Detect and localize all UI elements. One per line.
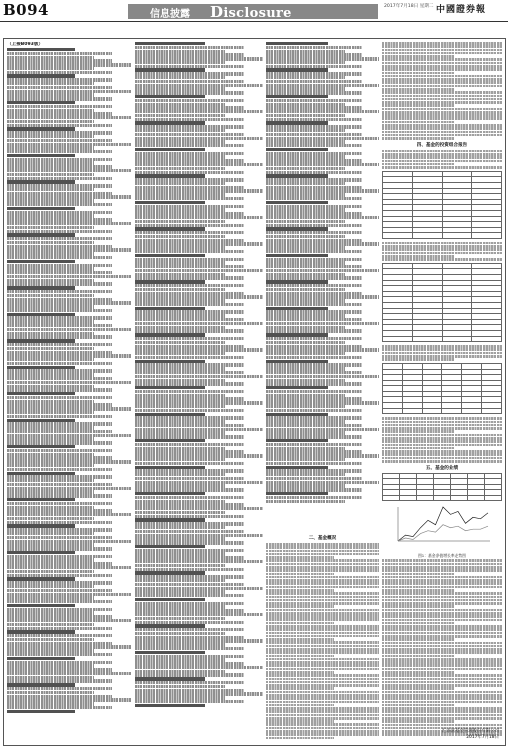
table-cell: [442, 233, 472, 239]
signature-date: 2017年7月18日: [466, 735, 499, 740]
text-line: [382, 150, 502, 153]
text-line: [382, 358, 454, 361]
text-line: [382, 52, 502, 55]
text-line: [266, 671, 334, 674]
text-line: [382, 117, 502, 120]
text-line: [382, 668, 502, 671]
text-line: [382, 72, 454, 75]
text-line: [382, 628, 502, 631]
text-line: [266, 707, 379, 710]
text-line: [266, 714, 379, 717]
text-line: [382, 460, 502, 463]
text-line: [382, 605, 454, 608]
table-cell: [412, 233, 442, 239]
text-line: [382, 714, 502, 717]
text-line: [382, 635, 502, 638]
text-line: [382, 355, 502, 358]
nav-chart-svg: [392, 505, 492, 545]
page-number: B094: [3, 1, 49, 19]
text-line: [266, 687, 334, 690]
text-line: [382, 655, 454, 658]
text-line: [382, 440, 502, 443]
text-line: [266, 605, 334, 608]
text-line: [266, 641, 379, 644]
text-line: [266, 697, 379, 700]
table-cell: [472, 233, 502, 239]
text-line: [382, 417, 502, 420]
text-line: [266, 684, 379, 687]
page-body: [3, 38, 506, 746]
section-title-cn: 信息披露: [150, 9, 190, 20]
text-line: [382, 684, 502, 687]
section-title-en-initial: D: [210, 3, 224, 21]
table-row: [383, 408, 502, 414]
text-line: [382, 248, 502, 251]
signature-company: 汇添富基金管理股份有限公司: [441, 729, 499, 734]
text-line: [382, 710, 502, 713]
text-line: [266, 602, 379, 605]
asset-allocation-table: [382, 171, 502, 239]
text-line: [382, 632, 502, 635]
text-line: [266, 579, 379, 582]
text-line: [266, 720, 334, 723]
text-line: [266, 638, 334, 641]
text-line: [382, 645, 502, 648]
text-line: [382, 569, 502, 572]
text-line: [266, 546, 379, 549]
text-line: [266, 592, 379, 595]
agency-list: [135, 42, 263, 707]
text-line: [382, 437, 502, 440]
text-line: [266, 556, 334, 559]
text-line: [266, 694, 379, 697]
table-row: [383, 495, 502, 501]
text-line: [382, 98, 502, 101]
text-line: [382, 131, 502, 134]
text-line: [382, 137, 454, 140]
text-line: [382, 576, 502, 579]
continued-from-label: （上接B093版）: [7, 42, 44, 47]
text-line: [266, 655, 334, 658]
section-title-en-rest: isclosure: [223, 6, 292, 21]
table-cell: [417, 495, 434, 501]
text-line: [382, 42, 502, 45]
body-text: [266, 543, 379, 739]
text-line: [266, 678, 379, 681]
text-line: [382, 160, 502, 163]
chart-caption: 图1：基金净值增长率走势图: [418, 553, 466, 559]
text-line: [382, 58, 502, 61]
text-line: [382, 609, 502, 612]
text-line: [382, 701, 502, 704]
section-subtitle: 二、基金概况: [308, 536, 337, 541]
body-text: [382, 242, 502, 261]
table-cell: [485, 495, 502, 501]
page-header: [0, 0, 508, 22]
text-line: [7, 710, 75, 713]
header-rule: [0, 21, 508, 22]
text-line: [266, 566, 379, 569]
table-cell: [422, 408, 442, 414]
text-line: [382, 49, 502, 52]
text-line: [382, 724, 502, 727]
text-line: [266, 576, 379, 579]
text-line: [382, 75, 502, 78]
text-line: [382, 444, 502, 447]
text-line: [266, 730, 379, 733]
text-line: [382, 648, 502, 651]
text-line: [382, 619, 502, 622]
text-line: [382, 45, 502, 48]
text-line: [382, 592, 502, 595]
text-line: [382, 586, 502, 589]
issue-date: 2017年7月18日 星期二: [384, 4, 434, 9]
table-cell: [402, 408, 422, 414]
text-line: [266, 609, 379, 612]
text-line: [266, 628, 379, 631]
table-row: [383, 233, 502, 239]
text-line: [266, 645, 379, 648]
text-line: [382, 252, 502, 255]
text-line: [266, 710, 379, 713]
body-text: [382, 150, 502, 169]
text-line: [266, 625, 379, 628]
text-line: [382, 687, 454, 690]
text-line: [382, 566, 502, 569]
text-line: [382, 589, 454, 592]
text-line: [382, 596, 502, 599]
text-line: [266, 622, 334, 625]
text-line: [266, 691, 379, 694]
text-line: [266, 599, 379, 602]
text-line: [382, 258, 502, 261]
table-cell: [472, 336, 502, 342]
table-cell: [383, 408, 403, 414]
text-line: [266, 704, 334, 707]
table-row: [383, 336, 502, 342]
text-line: [382, 104, 454, 107]
column-2: [135, 42, 263, 742]
text-line: [266, 618, 379, 621]
text-line: [266, 500, 345, 503]
text-line: [382, 559, 502, 562]
nav-chart: [392, 505, 492, 551]
text-line: [266, 651, 379, 654]
text-line: [382, 134, 502, 137]
text-line: [266, 543, 379, 546]
text-line: [266, 668, 379, 671]
text-line: [266, 612, 379, 615]
text-line: [266, 586, 379, 589]
text-line: [382, 707, 502, 710]
text-line: [382, 424, 502, 427]
table-cell: [442, 336, 472, 342]
text-line: [382, 615, 502, 618]
text-line: [266, 664, 379, 667]
text-line: [382, 421, 502, 424]
text-line: [382, 345, 502, 348]
text-line: [266, 615, 379, 618]
text-line: [382, 599, 502, 602]
text-line: [266, 559, 379, 562]
agency-list: [266, 42, 379, 503]
body-text: [382, 559, 502, 736]
chart-series-line: [398, 507, 488, 541]
table-cell: [383, 495, 400, 501]
text-line: [382, 457, 502, 460]
stock-holdings-table: [382, 363, 502, 414]
column-3-text: [266, 533, 379, 742]
table-cell: [383, 336, 413, 342]
text-line: [382, 691, 502, 694]
text-line: [382, 427, 502, 430]
text-line: [382, 62, 502, 65]
text-line: [266, 661, 379, 664]
text-line: [382, 91, 502, 94]
text-line: [266, 717, 379, 720]
text-line: [382, 111, 502, 114]
signature: [442, 729, 499, 741]
text-line: [382, 153, 502, 156]
agency-list: [7, 48, 131, 713]
table-cell: [383, 233, 413, 239]
text-line: [382, 348, 502, 351]
text-line: [382, 78, 502, 81]
text-line: [266, 632, 379, 635]
text-line: [266, 674, 379, 677]
table-cell: [434, 495, 451, 501]
text-line: [266, 733, 379, 736]
newspaper-masthead: 中國證券報: [436, 5, 487, 15]
chart-axis: [398, 507, 490, 541]
text-line: [382, 681, 502, 684]
text-line: [382, 661, 502, 664]
text-line: [382, 430, 454, 433]
section-subtitle: 五、基金的业绩: [425, 465, 459, 471]
text-line: [382, 573, 454, 576]
text-line: [382, 65, 502, 68]
text-line: [382, 664, 502, 667]
table-cell: [400, 495, 417, 501]
text-line: [382, 563, 502, 566]
text-line: [382, 453, 502, 456]
text-line: [266, 635, 379, 638]
chart-series-line: [398, 525, 488, 541]
text-line: [382, 612, 502, 615]
text-line: [382, 704, 454, 707]
text-line: [266, 582, 379, 585]
text-line: [266, 681, 379, 684]
table-cell: [451, 495, 468, 501]
text-line: [382, 108, 502, 111]
text-line: [382, 85, 502, 88]
text-line: [382, 166, 502, 169]
performance-table: [382, 473, 502, 502]
text-line: [266, 573, 334, 576]
section-title-en: [210, 3, 292, 21]
column-3: [266, 42, 379, 532]
text-line: [266, 701, 379, 704]
text-line: [382, 55, 454, 58]
text-line: [382, 450, 502, 453]
body-text: [382, 417, 502, 462]
text-line: [382, 101, 502, 104]
text-line: [266, 563, 379, 566]
text-line: [382, 717, 502, 720]
text-line: [266, 648, 379, 651]
text-line: [266, 589, 334, 592]
text-line: [382, 352, 502, 355]
text-line: [382, 114, 502, 117]
text-line: [382, 121, 454, 124]
text-line: [266, 723, 379, 726]
body-text: [382, 42, 502, 140]
text-line: [382, 625, 502, 628]
text-line: [266, 737, 334, 740]
text-line: [382, 447, 454, 450]
text-line: [266, 550, 379, 553]
text-line: [382, 678, 502, 681]
text-line: [382, 697, 502, 700]
table-cell: [412, 336, 442, 342]
text-line: [382, 674, 502, 677]
table-cell: [462, 408, 482, 414]
text-line: [382, 95, 502, 98]
text-line: [382, 694, 502, 697]
table-cell: [442, 408, 462, 414]
holdings-table: [382, 263, 502, 342]
text-line: [382, 127, 502, 130]
text-line: [382, 602, 502, 605]
text-line: [266, 658, 379, 661]
text-line: [382, 156, 502, 159]
text-line: [382, 658, 502, 661]
text-line: [266, 569, 379, 572]
text-line: [382, 163, 454, 166]
column-1: [7, 42, 131, 742]
text-line: [382, 720, 454, 723]
text-line: [382, 651, 502, 654]
text-line: [135, 704, 205, 707]
text-line: [382, 434, 502, 437]
text-line: [266, 727, 379, 730]
text-line: [382, 579, 502, 582]
text-line: [382, 582, 502, 585]
text-line: [382, 245, 502, 248]
table-cell: [468, 495, 485, 501]
section-subtitle: 四、基金的投资组合报告: [416, 142, 468, 148]
text-line: [382, 88, 454, 91]
text-line: [382, 642, 502, 645]
column-4: [382, 42, 502, 742]
text-line: [382, 242, 502, 245]
text-line: [382, 255, 454, 258]
text-line: [382, 124, 502, 127]
text-line: [382, 68, 502, 71]
text-line: [382, 622, 454, 625]
body-text: [382, 345, 502, 361]
text-line: [382, 671, 454, 674]
table-cell: [482, 408, 502, 414]
text-line: [382, 81, 502, 84]
text-line: [266, 596, 379, 599]
text-line: [382, 638, 454, 641]
text-line: [266, 553, 379, 556]
